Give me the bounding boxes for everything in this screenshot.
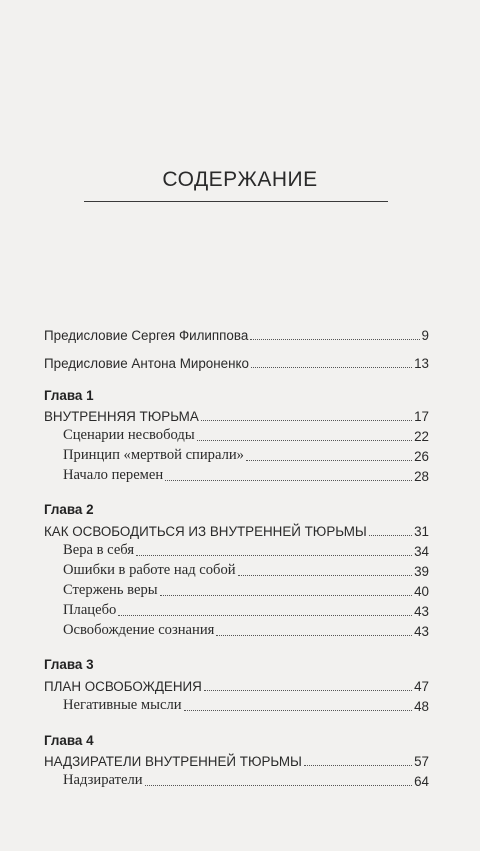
dot-leader bbox=[201, 420, 412, 421]
dot-leader bbox=[250, 339, 419, 340]
toc-entry-label: Предисловие Антона Мироненко bbox=[44, 356, 249, 371]
dot-leader bbox=[136, 555, 412, 556]
toc-entry-label: Принцип «мертвой спирали» bbox=[63, 447, 244, 463]
toc-section-entry[interactable] bbox=[63, 426, 429, 444]
toc-page-number: 31 bbox=[414, 524, 429, 539]
dot-leader bbox=[251, 367, 412, 368]
dot-leader bbox=[204, 690, 412, 691]
toc-section-entry[interactable] bbox=[63, 771, 429, 789]
chapter-label-1: Глава 1 bbox=[44, 388, 94, 403]
title-divider bbox=[84, 201, 388, 202]
toc-entry-label: Начало перемен bbox=[63, 467, 164, 483]
toc-section-entry[interactable] bbox=[63, 696, 429, 714]
dot-leader bbox=[165, 480, 412, 481]
dot-leader bbox=[145, 785, 413, 786]
toc-page-number: 9 bbox=[421, 328, 429, 343]
toc-entry-label: Ошибки в работе над собой bbox=[63, 562, 236, 578]
toc-entry-label: Стержень веры bbox=[63, 582, 158, 598]
toc-page-number: 17 bbox=[414, 409, 429, 424]
toc-page-number: 28 bbox=[414, 469, 429, 484]
dot-leader bbox=[197, 440, 412, 441]
toc-section-entry[interactable] bbox=[63, 541, 429, 559]
toc-entry-label: Предисловие Сергея Филиппова bbox=[44, 328, 249, 343]
toc-chapter-title-3[interactable] bbox=[44, 676, 429, 694]
toc-section-entry[interactable] bbox=[63, 446, 429, 464]
toc-section-entry[interactable] bbox=[63, 561, 429, 579]
toc-page-number: 57 bbox=[414, 754, 429, 769]
toc-entry-label: Надзиратели bbox=[63, 772, 143, 788]
toc-entry-label: ВНУТРЕННЯЯ ТЮРЬМА bbox=[44, 409, 199, 424]
toc-entry-label: Вера в себя bbox=[63, 542, 135, 558]
chapter-label-3: Глава 3 bbox=[44, 657, 94, 672]
dot-leader bbox=[304, 765, 412, 766]
dot-leader bbox=[184, 710, 413, 711]
toc-page-number: 40 bbox=[414, 584, 429, 599]
toc-page-number: 43 bbox=[414, 624, 429, 639]
toc-section-entry[interactable] bbox=[63, 621, 429, 639]
toc-entry-label: НАДЗИРАТЕЛИ ВНУТРЕННЕЙ ТЮРЬМЫ bbox=[44, 754, 302, 769]
toc-page-number: 34 bbox=[414, 544, 429, 559]
dot-leader bbox=[369, 535, 412, 536]
toc-chapter-title-1[interactable] bbox=[44, 406, 429, 424]
toc-chapter-title-4[interactable] bbox=[44, 751, 429, 769]
toc-page-number: 64 bbox=[414, 774, 429, 789]
toc-entry-label: ПЛАН ОСВОБОЖДЕНИЯ bbox=[44, 679, 202, 694]
toc-section-entry[interactable] bbox=[63, 601, 429, 619]
dot-leader bbox=[216, 635, 412, 636]
toc-section-entry[interactable] bbox=[63, 581, 429, 599]
toc-page-number: 26 bbox=[414, 449, 429, 464]
toc-page-number: 47 bbox=[414, 679, 429, 694]
toc-entry-foreword-1[interactable] bbox=[44, 325, 429, 343]
toc-entry-label: Негативные мысли bbox=[63, 697, 182, 713]
toc-entry-label: Сценарии несвободы bbox=[63, 427, 195, 443]
toc-entry-label: КАК ОСВОБОДИТЬСЯ ИЗ ВНУТРЕННЕЙ ТЮРЬМЫ bbox=[44, 524, 367, 539]
dot-leader bbox=[118, 615, 412, 616]
chapter-label-4: Глава 4 bbox=[44, 733, 94, 748]
toc-page-number: 22 bbox=[414, 429, 429, 444]
toc-page-number: 43 bbox=[414, 604, 429, 619]
toc-entry-label: Освобождение сознания bbox=[63, 622, 215, 638]
chapter-label-2: Глава 2 bbox=[44, 502, 94, 517]
dot-leader bbox=[238, 575, 413, 576]
toc-section-entry[interactable] bbox=[63, 466, 429, 484]
toc-page-number: 39 bbox=[414, 564, 429, 579]
page-title: СОДЕРЖАНИЕ bbox=[162, 168, 318, 191]
dot-leader bbox=[246, 460, 412, 461]
toc-entry-label: Плацебо bbox=[63, 602, 117, 618]
toc-entry-foreword-2[interactable] bbox=[44, 353, 429, 371]
toc-page-number: 48 bbox=[414, 699, 429, 714]
dot-leader bbox=[160, 595, 413, 596]
toc-chapter-title-2[interactable] bbox=[44, 521, 429, 539]
toc-page-number: 13 bbox=[414, 356, 429, 371]
